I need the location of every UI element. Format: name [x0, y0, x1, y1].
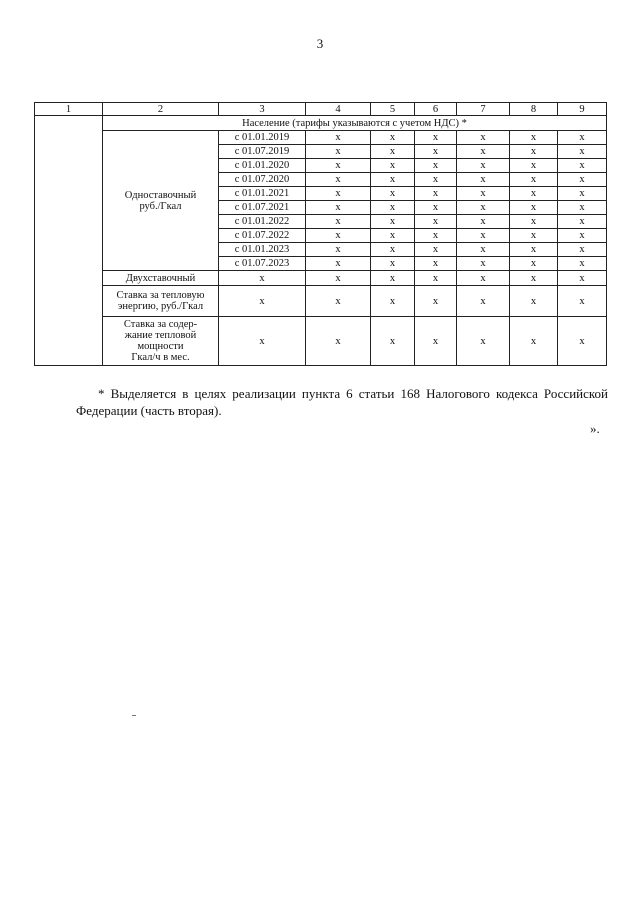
value-cell: x [510, 271, 558, 286]
one-part-label [103, 131, 219, 271]
value-cell: x [558, 215, 607, 229]
energy-rate-row [35, 286, 607, 317]
value-cell: x [415, 257, 457, 271]
period-cell: с 01.07.2023 [219, 257, 306, 271]
closing-quote-mark: ». [590, 421, 600, 436]
value-cell: x [510, 173, 558, 187]
value-cell: x [457, 257, 510, 271]
power-rate-label-line: мощности [137, 341, 184, 352]
value-cell: x [371, 215, 415, 229]
empty-first-column [35, 116, 103, 366]
value-cell: x [415, 317, 457, 366]
value-cell: x [371, 286, 415, 317]
header-cell: 5 [371, 103, 415, 116]
value-cell: x [457, 159, 510, 173]
value-cell: x [558, 286, 607, 317]
period-cell: с 01.01.2023 [219, 243, 306, 257]
header-cell: 6 [415, 103, 457, 116]
value-cell: x [306, 286, 371, 317]
value-cell: x [306, 215, 371, 229]
footnote-text: * Выделяется в целях реализации пункта 6 статьи 168 Налогового кодекса Российской Федерации (часть вторая). [76, 386, 608, 418]
value-cell: x [510, 201, 558, 215]
value-cell: x [510, 159, 558, 173]
value-cell: x [457, 145, 510, 159]
header-cell: 4 [306, 103, 371, 116]
value-cell: x [457, 229, 510, 243]
value-cell: x [558, 257, 607, 271]
value-cell: x [371, 201, 415, 215]
population-label: Население (тарифы указываются с учетом НДС) * [103, 116, 607, 131]
value-cell: x [219, 286, 306, 317]
value-cell: x [457, 215, 510, 229]
value-cell: x [558, 173, 607, 187]
value-cell: x [371, 187, 415, 201]
period-cell: с 01.01.2022 [219, 215, 306, 229]
energy-rate-label-line: Ставка за тепловую [116, 290, 205, 301]
header-cell: 8 [510, 103, 558, 116]
value-cell: x [415, 187, 457, 201]
tariff-table [34, 102, 607, 366]
value-cell: x [371, 145, 415, 159]
period-cell: с 01.07.2020 [219, 173, 306, 187]
value-cell: x [371, 271, 415, 286]
two-part-row [35, 271, 607, 286]
value-cell: x [558, 243, 607, 257]
value-cell: x [415, 131, 457, 145]
value-cell: x [558, 317, 607, 366]
value-cell: x [558, 271, 607, 286]
value-cell: x [306, 131, 371, 145]
power-rate-label-line: жание тепловой [124, 330, 197, 341]
value-cell: x [415, 145, 457, 159]
energy-rate-label [103, 286, 219, 317]
period-cell: с 01.07.2022 [219, 229, 306, 243]
value-cell: x [306, 243, 371, 257]
value-cell: x [371, 243, 415, 257]
period-cell: с 01.07.2019 [219, 145, 306, 159]
value-cell: x [415, 271, 457, 286]
value-cell: x [371, 257, 415, 271]
value-cell: x [306, 229, 371, 243]
value-cell: x [457, 201, 510, 215]
one-part-label-line: Одноставочный [124, 189, 197, 201]
scan-artifact [132, 715, 136, 716]
value-cell: x [510, 187, 558, 201]
power-rate-label [103, 317, 219, 366]
header-cell: 7 [457, 103, 510, 116]
energy-rate-label-line: энергию, руб./Гкал [117, 301, 204, 312]
value-cell: x [510, 317, 558, 366]
value-cell: x [306, 173, 371, 187]
value-cell: x [457, 173, 510, 187]
value-cell: x [415, 159, 457, 173]
value-cell: x [219, 271, 306, 286]
value-cell: x [371, 317, 415, 366]
value-cell: x [558, 187, 607, 201]
value-cell: x [558, 145, 607, 159]
value-cell: x [510, 131, 558, 145]
value-cell: x [558, 201, 607, 215]
value-cell: x [306, 271, 371, 286]
period-cell: с 01.01.2020 [219, 159, 306, 173]
value-cell: x [415, 215, 457, 229]
footnote [76, 385, 608, 419]
period-cell: с 01.01.2021 [219, 187, 306, 201]
value-cell: x [306, 187, 371, 201]
header-cell: 9 [558, 103, 607, 116]
value-cell: x [457, 243, 510, 257]
value-cell: x [457, 187, 510, 201]
period-cell: с 01.07.2021 [219, 201, 306, 215]
value-cell: x [457, 286, 510, 317]
power-rate-label-line: Гкал/ч в мес. [131, 352, 190, 363]
value-cell: x [510, 229, 558, 243]
power-rate-label-line: Ставка за содер- [123, 319, 198, 330]
value-cell: x [306, 317, 371, 366]
value-cell: x [306, 257, 371, 271]
value-cell: x [371, 131, 415, 145]
period-cell: с 01.01.2019 [219, 131, 306, 145]
value-cell: x [510, 243, 558, 257]
header-cell: 2 [103, 103, 219, 116]
value-cell: x [371, 173, 415, 187]
value-cell: x [306, 159, 371, 173]
one-part-label-line: руб./Гкал [139, 200, 182, 212]
value-cell: x [457, 271, 510, 286]
value-cell: x [510, 286, 558, 317]
value-cell: x [371, 159, 415, 173]
header-cell: 1 [35, 103, 103, 116]
value-cell: x [415, 286, 457, 317]
header-cell: 3 [219, 103, 306, 116]
power-rate-row [35, 317, 607, 366]
value-cell: x [306, 145, 371, 159]
page-number: 3 [316, 36, 324, 51]
value-cell: x [219, 317, 306, 366]
value-cell: x [510, 257, 558, 271]
value-cell: x [415, 229, 457, 243]
value-cell: x [371, 229, 415, 243]
value-cell: x [558, 159, 607, 173]
value-cell: x [415, 201, 457, 215]
header-row [35, 103, 607, 116]
value-cell: x [457, 317, 510, 366]
value-cell: x [510, 145, 558, 159]
value-cell: x [510, 215, 558, 229]
table-row [35, 131, 607, 145]
value-cell: x [415, 173, 457, 187]
value-cell: x [558, 131, 607, 145]
value-cell: x [558, 229, 607, 243]
value-cell: x [415, 243, 457, 257]
two-part-label: Двухставочный [103, 271, 219, 286]
population-row [35, 116, 607, 131]
value-cell: x [457, 131, 510, 145]
value-cell: x [306, 201, 371, 215]
